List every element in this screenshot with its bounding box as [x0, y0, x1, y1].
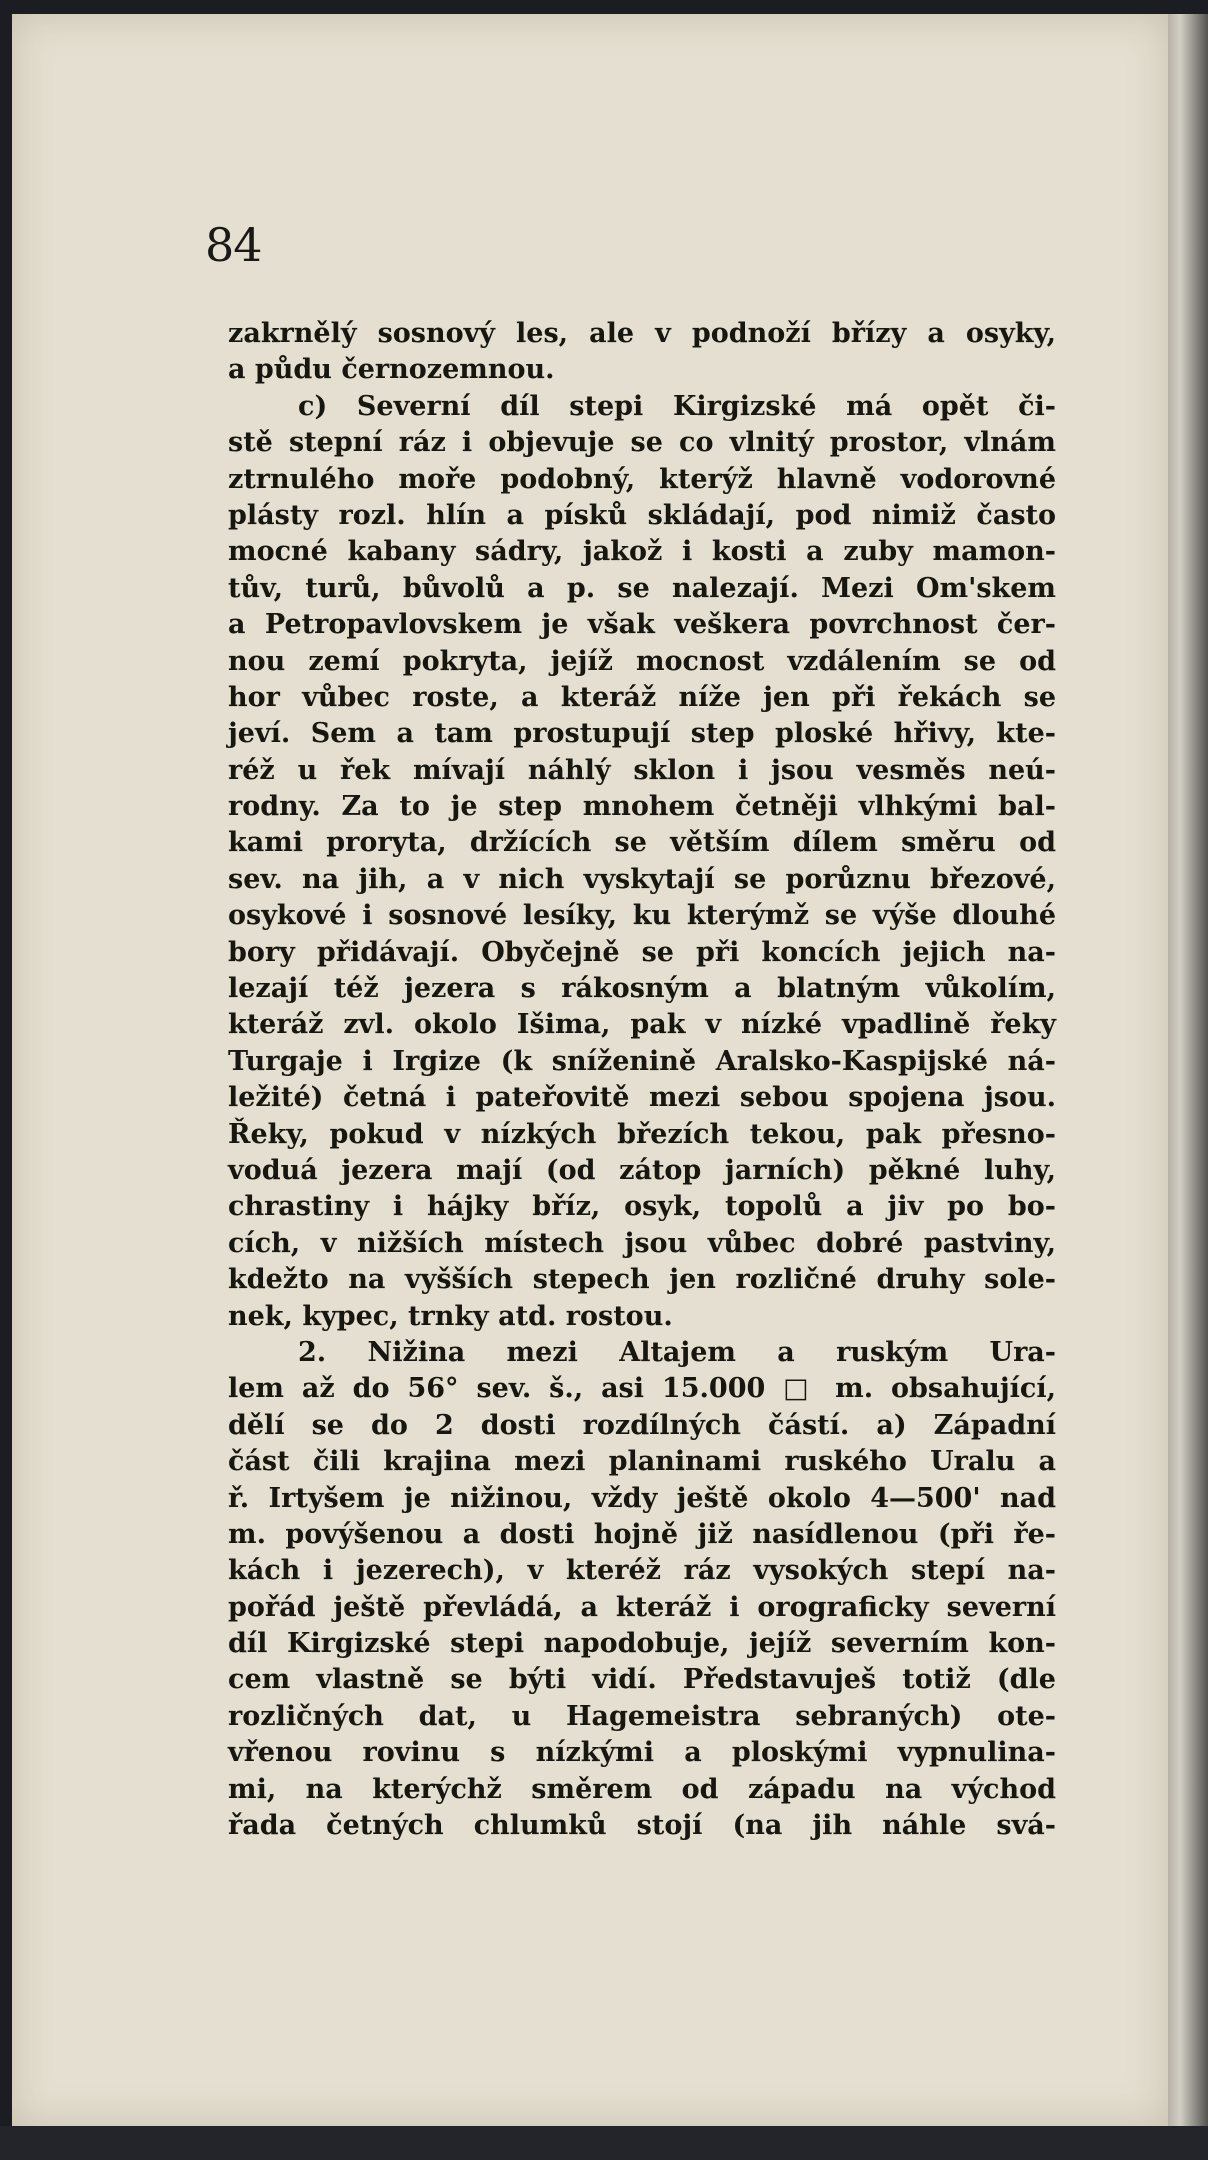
text-line: zakrnělý sosnový les, ale v podnoží břízy a osyky, — [228, 318, 1056, 349]
text-line: ležité) četná i pateřovitě mezi sebou spojena jsou. — [228, 1082, 1056, 1114]
text-line: řada četných chlumků stojí (na jih náhle svá- — [228, 1810, 1056, 1842]
page-edge — [1168, 14, 1208, 2126]
text-line: lem až do 56° sev. š., asi 15.000 □ m. obsahující, — [228, 1373, 1056, 1405]
text-line: mocné kabany sádry, jakož i kosti a zuby mamon- — [228, 536, 1056, 568]
text-line: mi, na kterýchž směrem od západu na východ — [228, 1773, 1056, 1805]
text-line: voduá jezera mají (od zátop jarních) pěkné luhy, — [228, 1154, 1056, 1186]
text-line: kách i jezerech), v kteréž ráz vysokých stepí na- — [228, 1555, 1056, 1587]
text-line: sev. na jih, a v nich vyskytají se porůznu březové, — [228, 863, 1056, 895]
text-line: dělí se do 2 dosti rozdílných částí. a) Západní — [228, 1409, 1056, 1441]
text-line: stě stepní ráz i objevuje se co vlnitý prostor, vlnám — [228, 427, 1056, 459]
text-line: Řeky, pokud v nízkých březích tekou, pak přesno- — [228, 1118, 1056, 1150]
text-line: plásty rozl. hlín a písků skládají, pod nimiž často — [228, 499, 1056, 531]
text-line: a půdu černozemnou. — [228, 354, 555, 386]
text-line: cem vlastně se býti vidí. Představuješ totiž (dle — [228, 1664, 1056, 1696]
text-line: ř. Irtyšem je nižinou, vždy ještě okolo 4—500' nad — [228, 1482, 1056, 1514]
text-line: nek, kypec, trnky atd. rostou. — [228, 1300, 673, 1332]
text-line: cích, v nižších místech jsou vůbec dobré pastviny, — [228, 1227, 1056, 1259]
text-line: kdežto na vyšších stepech jen rozličné druhy sole- — [228, 1264, 1056, 1296]
text-line: ztrnulého moře podobný, kterýž hlavně vodorovné — [228, 463, 1056, 495]
text-line: hor vůbec roste, a kteráž níže jen při řekách se — [228, 681, 1056, 713]
text-line: chrastiny i hájky bříz, osyk, topolů a jiv po bo- — [228, 1191, 1056, 1223]
text-line: rozličných dat, u Hagemeistra sebraných) ote- — [228, 1700, 1056, 1732]
text-line: 2. Nižina mezi Altajem a ruským Ura- — [298, 1336, 1056, 1368]
text-line: kteráž zvl. okolo Išima, pak v nízké vpadlině řeky — [228, 1009, 1056, 1041]
text-line: kami proryta, držících se větším dílem směru od — [228, 827, 1056, 859]
text-line: bory přidávají. Obyčejně se při koncích jejich na- — [228, 936, 1056, 968]
scan-border — [0, 2126, 1208, 2160]
text-line: tův, turů, bůvolů a p. se nalezají. Mezi Om'skem — [228, 572, 1056, 604]
text-line: lezají též jezera s rákosným a blatným vůkolím, — [228, 973, 1056, 1005]
text-line: m. povýšenou a dosti hojně již nasídlenou (při ře- — [228, 1518, 1056, 1550]
text-line: a Petropavlovskem je však veškera povrchnost čer- — [228, 609, 1056, 641]
text-line: osykové i sosnové lesíky, ku kterýmž se výše dlouhé — [228, 900, 1056, 932]
page-number: 84 — [205, 218, 262, 272]
text-line: c) Severní díl stepi Kirgizské má opět či- — [298, 390, 1056, 422]
text-line: část čili krajina mezi planinami ruského Uralu a — [228, 1446, 1056, 1478]
text-line: díl Kirgizské stepi napodobuje, jejíž severním kon- — [228, 1628, 1056, 1660]
text-line: jeví. Sem a tam prostupují step ploské hřivy, kte- — [228, 718, 1056, 750]
text-line: pořád ještě převládá, a kteráž i orograficky severní — [228, 1591, 1056, 1623]
text-line: rodny. Za to je step mnohem četněji vlhkými bal- — [228, 791, 1056, 823]
body-text — [228, 316, 1056, 1844]
text-line: nou zemí pokryta, jejíž mocnost vzdálením se od — [228, 645, 1056, 677]
text-line: réž u řek mívají náhlý sklon i jsou vesměs neú- — [228, 754, 1056, 786]
text-line: vřenou rovinu s nízkými a ploskými vypnulina- — [228, 1737, 1056, 1769]
text-line: Turgaje i Irgize (k sníženině Aralsko-Kaspijské ná- — [228, 1045, 1056, 1077]
